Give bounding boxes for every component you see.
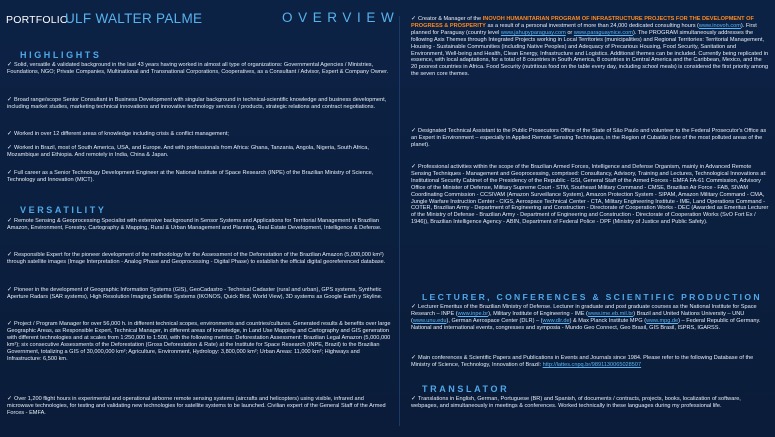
highlight-item-4: ✓ Worked in Brazil, most of South America, USA, and Europe. And with professionals from Africa: Ghana, Tanzania, Angola, Nigeria, South Africa, Mozambique and Ethiopia. And remotely in India, China & Japan. xyxy=(7,145,369,158)
armed-forces-item: ✓ Professional activities within the scope of the Brazilian Armed Forces, Intelligence and Defense Organism, mainly in Advanced Remote Sensing Techniques - Management and Geoprocessing, comprised: Consultancy, Advisory, Training and Lectures, Technological Innovations at: Institutional Security Cabinet of the Presidency of the Republic - GSI, General Staff of the Armed Forces - EMFA FA-61 Commission, Advisory Office of the Minister of Defense, Military Supreme Court - STM, Southeast Military Command - CMSE, Brazilian Air Force - FAB, SIVAM Coordinating Commission - CCSIVAM (Amazon Surveillance System), Amazon Protection System - SIPAM, Amazon Military Command - CMA, Jungle Warfare Instruction Center - CIGS, Aerospace Technical Center - CTA, Military Engineering Institute - IME, Land Operations Command - COTER, Brazilian Army - Department of Engineering and Construction - Directorate of Cooperation Works - DEC (Awarded as Emeritus Lecturer of the Ministry of Defense - Brazilian Army - Department of Engineering and Construction - Directorate of Cooperation Works (SvO Fort Ex / 1946)), Brazilian Intelligence Agency - ABIN, Department of Federal Police - DPF (Ministry of Justice and Public Safety). xyxy=(411,164,769,226)
prosecutor-item: ✓ Designated Technical Assistant to the Public Prosecutors Office of the State of São Paulo and volunteer to the Federal Prosecutor's Office as an Expert in Environment – especially in Applied Remote Sensing Techniques, in the Region of Cubatão (one of the most polluted areas of the planet). xyxy=(411,128,767,148)
versatility-title: VERSATILITY xyxy=(20,205,107,215)
jahupy-link[interactable]: www.jahupyparaguay.com xyxy=(500,29,566,36)
header xyxy=(6,10,400,32)
dlr-link[interactable]: www.dlr.de xyxy=(542,317,570,324)
inovoh-item: ✓ Creator & Manager of the INOVOH HUMANITARIAN PROGRAM OF INFRASTRUCTURE PROJECTS FOR THE DEVELOPMENT OF PROGRESS & PROSPERITY as a result of a personal investment of more than 24,000 dedicated consulting hours (www.inovoh.com). First planned for Paraguay (country level www.jahupyparaguay.com or www.paraguaynice.com). The PROGRAM simultaneously addresses the following Axis Themes through Integrated Projects working in Local Territories (municipalities) and Regional Territories: Territorial Management, Housing - Sustainable Communities (including Native Peoples) and Adequacy of Precarious Housing, Food Security, Sanitation and Environment, Well-being and Health, Clean Energy, Infrastructure and Logistics. Additional themes can be included. Currently being replicated in essence, with local adaptations, for a total of 8 countries in South America, 8 countries in Central America and the Caribbean, Mexico, and the 20 poorest countries in Africa. Food Security (nutritious food on the table every day, including school meals) is considered the first priority among the seven core themes. xyxy=(411,16,769,78)
check-icon: ✓ xyxy=(7,287,13,293)
check-icon: ✓ xyxy=(411,355,417,361)
check-icon: ✓ xyxy=(411,16,417,22)
versatility-item-1: ✓ Remote Sensing & Geoprocessing Specialist with extensive background in Sensor Systems and Applications for Territorial Management in Brazilian Amazon, Environment, Forestry, Cartography & Mapping, Rural & Urban Management and Planning, Real Estate Development, Intelligence & Defense. xyxy=(7,218,382,231)
check-icon: ✓ xyxy=(7,145,13,151)
column-divider xyxy=(399,16,400,426)
mpg-link[interactable]: www.mpg.de xyxy=(646,317,679,324)
versatility-item-5: ✓ Over 1,200 flight hours in experimental and operational airborne remote sensing systems (aircrafts and helicopters) using visible, infrared and microwave technologies, for testing and validating new technologies for satellite systems to be launched. Civilian expert of the General Staff of the Armed Forces - EMFA. xyxy=(7,396,386,416)
check-icon: ✓ xyxy=(411,396,417,402)
lattes-link[interactable]: http://lattes.cnpq.br/9891130065028507 xyxy=(542,361,642,368)
translator-title: TRANSLATOR xyxy=(422,384,510,394)
overview-title: OVERVIEW xyxy=(282,10,400,25)
lecturer-title: LECTURER, CONFERENCES & SCIENTIFIC PRODUCTION xyxy=(422,292,762,302)
highlight-item-2: ✓ Broad range/scope Senior Consultant in Business Development with singular background in technical-scientific knowledge and business development, including market studies, marketing technical innovations and innovative technology services / products, strategic relations and contract negotiations. xyxy=(7,97,387,110)
check-icon: ✓ xyxy=(7,252,13,258)
versatility-item-2: ✓ Responsible Expert for the pioneer development of the methodology for the Assessment of the Deforestation of the Brazilian Amazon (5,000,000 km²) through satellite images (Image Interpretation - Analog Phase and Geoprocessing - Digital Phase) to establish the official digital georeferenced database. xyxy=(7,252,386,265)
check-icon: ✓ xyxy=(7,321,13,327)
versatility-item-4: ✓ Project / Program Manager for over 56,000 h. in different technical scopes, environments and countries/cultures. Generated results & benefits over large Geographic Areas, as Responsible Expert, Technical Manager, in different areas of knowledge, in Land Use Mapping and Cartography and GIS generation with different technologies and at scales from 1:250,000 to 1:500, with the following metrics: Deforestation Assessment: Brazilian Legal Amazon (5,000,000 km²); six consecutive Assessments of the Deforestation (Gross Deforestation & Rate) at the Institute for Space Research (INPE, Brazil) to the Brazilian Government, totalizing a GIS of 30,000,000 km²; Agriculture, Environment, Hydrology: 3,800,000 km²; Urban Areas: 11,000 km²; Highways and Infrastructure: 6,500 km. xyxy=(7,321,391,362)
publications-item: ✓ Main conferences & Scientific Papers and Publications in Events and Journals since 1984. Please refer to the following Database of the Ministry of Science, Technology, Innovation of Brazil: http://lattes.cnpq.br/9891130065028507 xyxy=(411,355,754,368)
highlights-title: HIGHLIGHTS xyxy=(20,50,102,60)
inovoh-link[interactable]: www.inovoh.com xyxy=(698,22,741,29)
inpe-link[interactable]: www.inpe.br xyxy=(457,310,489,317)
check-icon: ✓ xyxy=(411,304,417,310)
check-icon: ✓ xyxy=(7,396,13,402)
lecturer-item: ✓ Lecturer Emeritus of the Brazilian Ministry of Defense. Lecturer in graduate and post graduate courses as the National Institute for Space Research – INPE (www.inpe.br), Military Institute of Engineering - IME (www.ime.eb.mil.br) Brazil and United Nations University – UNU (www.unu.edu), German Aerospace Center (DLR) – (www.dlr.de) & Max Planck Institute MPG (www.mpg.de) – Federal Republic of Germany. National and international events, congresses and symposia - Mundo Geo Connect, Geo Brasil, GIS Brasil, ISPRS, IGARSS. xyxy=(411,304,761,331)
check-icon: ✓ xyxy=(411,164,417,170)
person-name: ULF WALTER PALME xyxy=(65,11,203,26)
unu-link[interactable]: www.unu.edu xyxy=(412,317,447,324)
check-icon: ✓ xyxy=(7,218,13,224)
paraguaynice-link[interactable]: www.paraguaynice.com xyxy=(573,29,633,36)
highlight-item-3: ✓ Worked in over 12 different areas of knowledge including crisis & conflict management; xyxy=(7,131,229,137)
translator-item: ✓ Translations in English, German, Portuguese (BR) and Spanish, of documents / contracts, projects, books, localization of software, webpages, and simultaneously in meetings & conferences. Worked technically in these languages during my professional life. xyxy=(411,396,741,409)
check-icon: ✓ xyxy=(411,128,417,134)
highlight-item-1: ✓ Solid, versatile & validated background in the last 43 years having worked in almost all type of organizations: Governmental Agencies / Ministries, Foundations, NGO; Private Companies, Multinational and Transnational Corporations, Cooperatives, as a Consultant / Advisor, Expert & Company Owner. xyxy=(7,62,389,75)
check-icon: ✓ xyxy=(7,97,13,103)
check-icon: ✓ xyxy=(7,170,13,176)
check-icon: ✓ xyxy=(7,131,13,137)
highlight-item-5: ✓ Full career as a Senior Technology Development Engineer at the National Institute of Space Research (INPE) of the Brazilian Ministry of Science, Technology and Innovation (MICT). xyxy=(7,170,374,183)
inovoh-program-highlight: INOVOH HUMANITARIAN PROGRAM OF INFRASTRUCTURE PROJECTS FOR THE DEVELOPMENT OF PROGRESS & PROSPERITY xyxy=(411,16,754,29)
check-icon: ✓ xyxy=(7,62,13,68)
ime-link[interactable]: www.ime.eb.mil.br xyxy=(587,310,634,317)
portfolio-label: PORTFOLIO xyxy=(6,14,69,26)
versatility-item-3: ✓ Pioneer in the development of Geographic Information Systems (GIS), GeoCadastro - Technical Cadaster (rural and urban), GPS systems, Synthetic Aperture Radars (SAR systems), High Resolution Imaging Satellite Systems (IKONOS, Quick Bird, World View), 3D systems as Google Earth y Skyline. xyxy=(7,287,383,300)
